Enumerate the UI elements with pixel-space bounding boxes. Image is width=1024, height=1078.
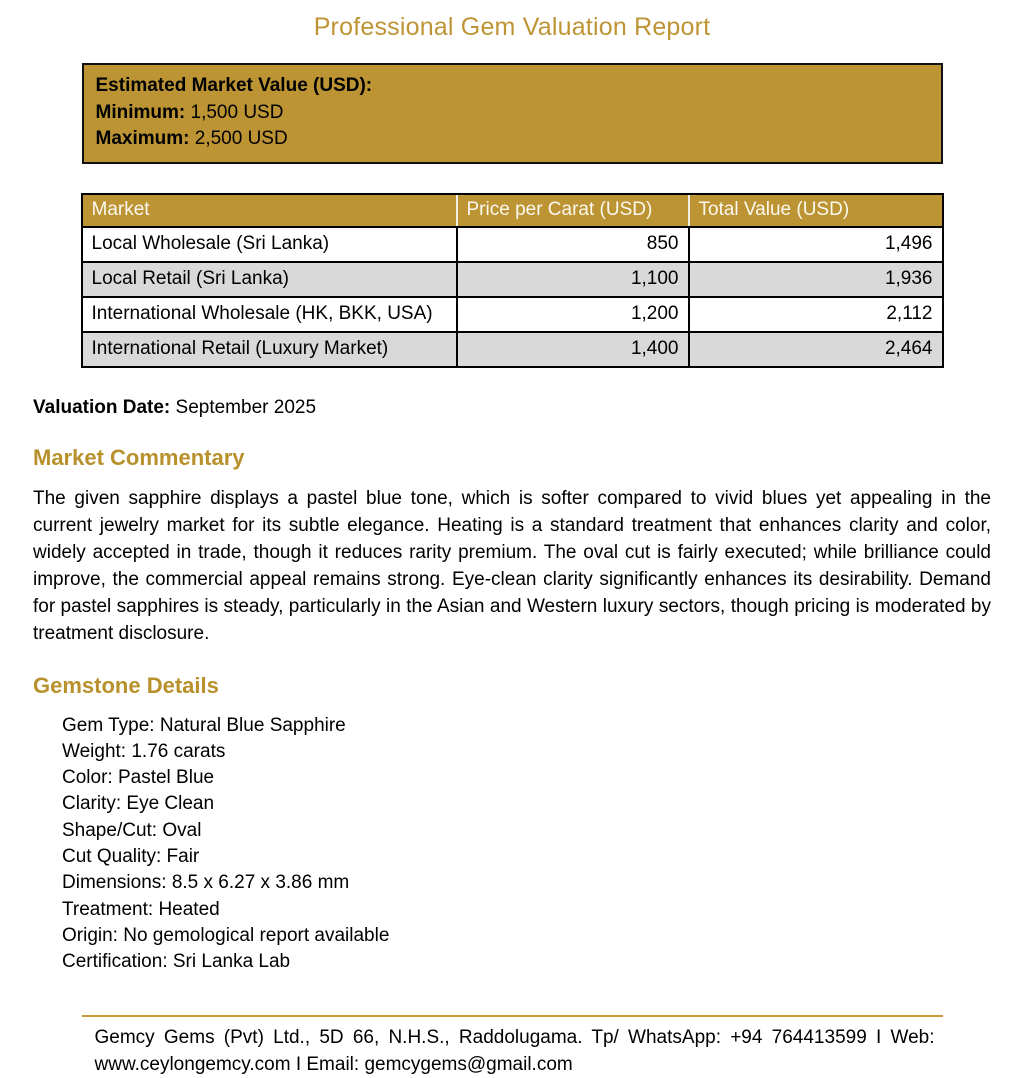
- market-commentary-heading: Market Commentary: [33, 444, 245, 470]
- detail-item-gem-type: Gem Type: Natural Blue Sapphire: [62, 714, 346, 736]
- table-row: [82, 332, 943, 367]
- estimated-market-value-box: [82, 63, 943, 164]
- gemstone-details-heading: Gemstone Details: [33, 672, 219, 698]
- detail-item-shape-cut: Shape/Cut: Oval: [62, 819, 202, 841]
- total-cell: 1,496: [689, 227, 943, 262]
- maximum-value: 2,500 USD: [194, 128, 288, 149]
- estimate-minimum-line: [96, 100, 929, 127]
- page-title: Professional Gem Valuation Report: [313, 13, 711, 41]
- minimum-label: Minimum:: [95, 101, 186, 123]
- column-header-total-value: Total Value (USD): [689, 194, 943, 227]
- detail-item-origin: Origin: No gemological report available: [62, 924, 390, 946]
- price-cell: 1,400: [457, 332, 689, 367]
- footer-contact-line-2: www.ceylongemcy.com I Email: gemcygems@gmail.com: [94, 1054, 573, 1076]
- table-header-row: [82, 194, 943, 227]
- total-cell: 2,112: [689, 297, 943, 332]
- valuation-date-label: Valuation Date:: [33, 396, 171, 418]
- maximum-label: Maximum:: [95, 128, 190, 149]
- table-row: [82, 297, 943, 332]
- market-cell: International Wholesale (HK, BKK, USA): [82, 297, 457, 332]
- footer-contact-line-1: Gemcy Gems (Pvt) Ltd., 5D 66, N.H.S., Raddolugama. Tp/ WhatsApp: +94 764413599 I Web:: [94, 1027, 935, 1049]
- detail-item-certification: Certification: Sri Lanka Lab: [62, 951, 291, 973]
- estimate-maximum-line: [96, 126, 929, 153]
- column-header-market: Market: [82, 194, 457, 227]
- valuation-date-line: [33, 397, 991, 419]
- table-row: [82, 262, 943, 297]
- gem-valuation-report-page: [0, 13, 1024, 1076]
- market-commentary-text: The given sapphire displays a pastel blue tone, which is softer compared to vivid blues yet appealing in the current jewelry market for its subtle elegance. Heating is a standard treatment that enhances clarity and color, widely accepted in trade, though it reduces rarity premium. The oval cut is fairly executed; while brilliance could improve, the commercial appeal remains strong. Eye-clean clarity significantly enhances its desirability. Demand for pastel sapphires is steady, particularly in the Asian and Western luxury sectors, though pricing is moderated by treatment disclosure.: [33, 487, 991, 644]
- table-row: [82, 227, 943, 262]
- total-cell: 1,936: [689, 262, 943, 297]
- price-cell: 1,200: [457, 297, 689, 332]
- detail-item-weight: Weight: 1.76 carats: [62, 740, 226, 762]
- market-cell: Local Wholesale (Sri Lanka): [82, 227, 457, 262]
- detail-item-treatment: Treatment: Heated: [62, 898, 220, 920]
- gemstone-details-list: [62, 713, 991, 976]
- minimum-value: 1,500 USD: [190, 101, 284, 123]
- detail-item-clarity: Clarity: Eye Clean: [62, 793, 215, 815]
- valuation-date-value: September 2025: [175, 396, 317, 418]
- market-value-table: [81, 193, 944, 368]
- price-cell: 1,100: [457, 262, 689, 297]
- price-cell: 850: [457, 227, 689, 262]
- detail-item-color: Color: Pastel Blue: [62, 767, 215, 789]
- column-header-price-per-carat: Price per Carat (USD): [457, 194, 689, 227]
- report-footer: [82, 1015, 943, 1078]
- detail-item-cut-quality: Cut Quality: Fair: [62, 845, 200, 867]
- market-cell: Local Retail (Sri Lanka): [82, 262, 457, 297]
- detail-item-dimensions: Dimensions: 8.5 x 6.27 x 3.86 mm: [62, 872, 350, 894]
- market-cell: International Retail (Luxury Market): [82, 332, 457, 367]
- estimate-box-heading: Estimated Market Value (USD):: [95, 75, 373, 96]
- total-cell: 2,464: [689, 332, 943, 367]
